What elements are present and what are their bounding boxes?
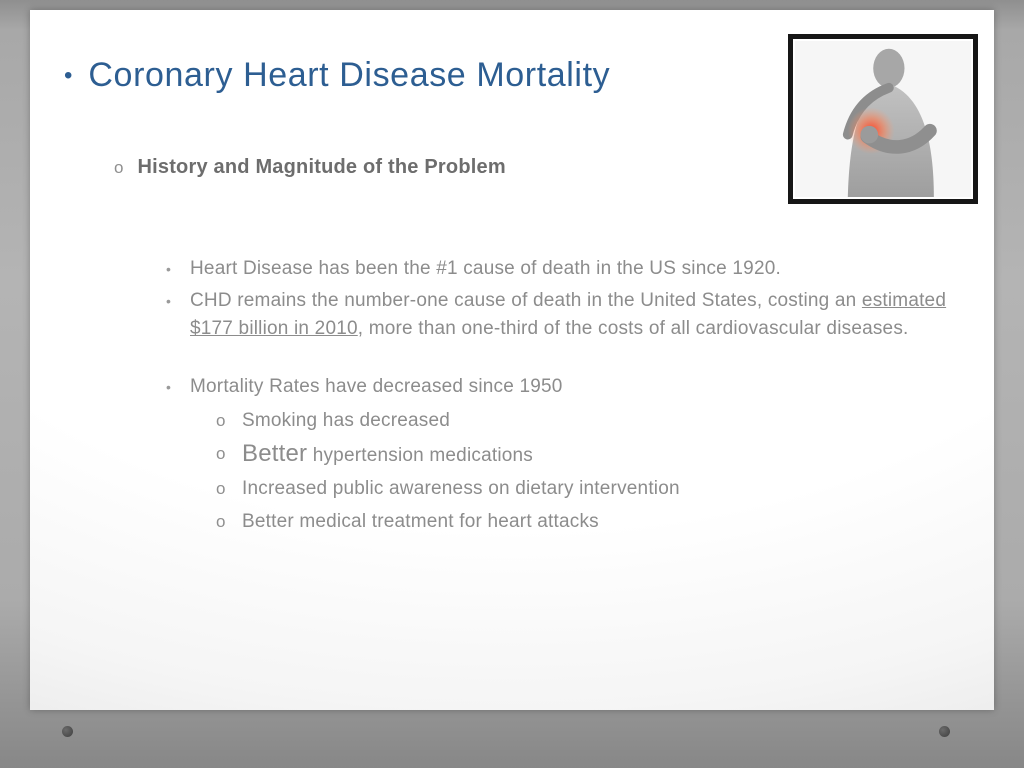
bullet-text: Smoking has decreased — [242, 410, 451, 431]
bullet-text: Better medical treatment for heart attacks — [242, 511, 599, 532]
bullet-text — [190, 287, 978, 343]
title-bullet-icon: • — [64, 61, 73, 89]
bullet-marker-icon: • — [166, 293, 172, 309]
sub-bullet-item — [216, 475, 978, 503]
bullet-text: Heart Disease has been the #1 cause of death in the US since 1920. — [190, 258, 781, 279]
bullet-text-segment: , more than one-third of the costs of all cardiovascular diseases. — [357, 318, 909, 339]
slide-title-row — [64, 56, 610, 95]
bullet-marker-icon: • — [166, 261, 172, 277]
nav-dot-right — [939, 726, 950, 737]
slide-subtitle: History and Magnitude of the Problem — [137, 156, 506, 178]
slide-subtitle-row — [114, 156, 506, 179]
subtitle-marker-icon: o — [114, 158, 124, 177]
bullet-text — [242, 440, 978, 470]
underlined-text: estimated $177 billion in 2010 — [190, 290, 947, 339]
bullet-text: Increased public awareness on dietary intervention — [242, 478, 680, 499]
slide-body — [166, 255, 978, 541]
circle-bullet-icon: o — [216, 444, 226, 463]
circle-bullet-icon: o — [216, 512, 226, 531]
chest-pain-photo — [795, 41, 971, 197]
emphasized-word: Better — [242, 440, 308, 467]
bullet-text-segment: CHD remains the number-one cause of death in the United States, costing an — [190, 290, 862, 311]
slide-title: Coronary Heart Disease Mortality — [88, 56, 611, 94]
sub-bullet-item — [216, 440, 978, 470]
circle-bullet-icon: o — [216, 479, 226, 498]
photo-frame — [788, 34, 978, 204]
bullet-text-segment: hypertension medications — [307, 445, 533, 466]
slide — [30, 10, 994, 710]
bullet-text: Mortality Rates have decreased since 1950 — [190, 376, 563, 397]
circle-bullet-icon: o — [216, 411, 226, 430]
sub-bullet-item — [216, 508, 978, 536]
nav-dot-left — [62, 726, 73, 737]
bullet-item — [166, 255, 978, 283]
bullet-item — [166, 373, 978, 401]
bullet-item — [166, 287, 978, 343]
sub-bullet-item — [216, 407, 978, 435]
bullet-marker-icon: • — [166, 379, 172, 395]
